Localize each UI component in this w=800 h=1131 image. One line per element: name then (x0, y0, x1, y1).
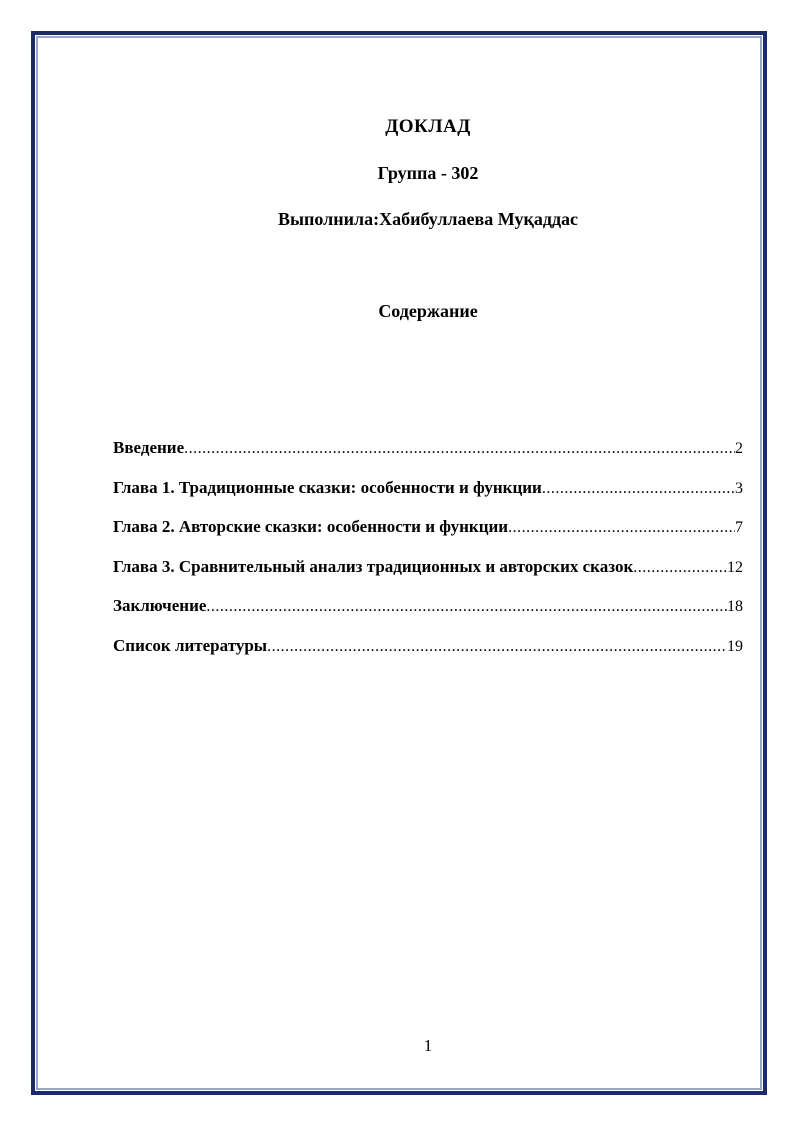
toc-entry-label: Глава 3. Сравнительный анализ традиционных и авторских сказок (113, 556, 634, 576)
toc-entry-page: 3 (735, 479, 743, 497)
toc-entry-page: 12 (727, 558, 743, 576)
toc-entry-chapter-2[interactable] (113, 507, 743, 547)
toc-entry-label: Список литературы (113, 635, 268, 655)
toc-entry-page: 2 (735, 440, 743, 457)
toc-entry-conclusion[interactable] (113, 586, 743, 626)
toc-leader-dots (542, 469, 735, 509)
toc-entry-chapter-1[interactable] (113, 468, 743, 508)
page-number: 1 (423, 1036, 433, 1055)
toc-leader-dots (184, 429, 735, 469)
author-line: Выполнила:Хабибуллаева Муқаддас (277, 209, 579, 229)
toc-entry-label: Глава 1. Традиционные сказки: особенности и функции (113, 477, 542, 497)
toc-leader-dots (508, 508, 735, 548)
toc-entry-chapter-3[interactable] (113, 547, 743, 587)
toc-entry-bibliography[interactable] (113, 626, 743, 666)
toc-entry-label: Введение (113, 438, 185, 457)
group-line: Группа - 302 (377, 163, 479, 183)
toc-entry-introduction[interactable] (113, 428, 743, 468)
toc-entry-label: Заключение (113, 596, 207, 615)
toc-leader-dots (633, 548, 727, 588)
toc-heading: Содержание (378, 301, 478, 321)
toc-entry-label: Глава 2. Авторские сказки: особенности и функции (113, 517, 509, 536)
page-content (113, 0, 743, 665)
toc-entry-page: 18 (727, 598, 743, 615)
toc-leader-dots (267, 627, 727, 667)
table-of-contents (113, 428, 743, 665)
toc-entry-page: 19 (727, 637, 743, 655)
toc-entry-page: 7 (735, 519, 743, 536)
toc-leader-dots (206, 587, 727, 627)
document-title: ДОКЛАД (385, 116, 471, 137)
